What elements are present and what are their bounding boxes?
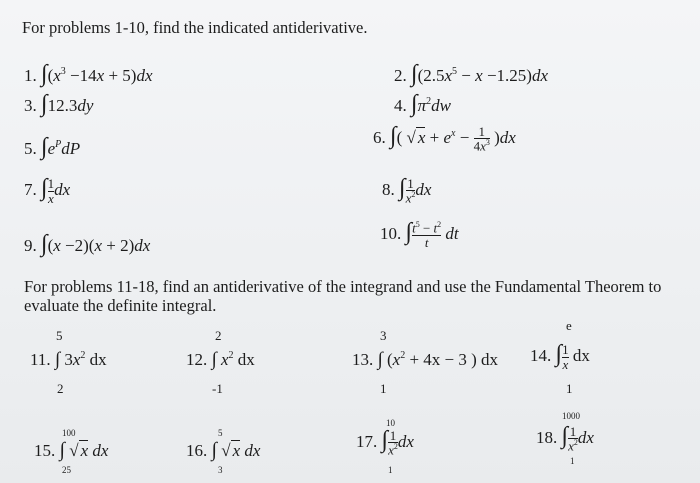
problem-12: 12. ∫ $x^2$ dx — [186, 349, 255, 370]
problem-9 — [24, 232, 150, 256]
lower-limit: 1 — [566, 381, 573, 396]
upper-limit: 3 — [380, 328, 387, 343]
problem-number: 16. — [186, 441, 208, 460]
upper-limit: 1000 — [562, 411, 580, 421]
problem-3 — [24, 92, 93, 116]
upper-limit: e — [566, 318, 572, 333]
problem-number: 7. — [24, 180, 37, 199]
problem-number: 1. — [24, 66, 37, 85]
problem-5 — [24, 135, 80, 159]
problem-expression: $\int(x^3 -14x + 5)dx$ — [41, 61, 153, 87]
integrand: $3x^2$ dx — [64, 350, 107, 369]
problem-16: 16. ∫ √ x dx — [186, 439, 261, 461]
problem-4 — [394, 92, 451, 116]
problem-number: 18. — [536, 428, 558, 447]
problem-number: 17. — [356, 432, 378, 451]
problem-8 — [382, 176, 431, 205]
lower-limit: 25 — [62, 465, 71, 475]
upper-limit: 5 — [56, 328, 63, 343]
upper-limit: 5 — [218, 428, 223, 438]
problem-expression: ∫ $\frac{1}{x}$ dx — [41, 175, 71, 206]
problem-number: 9. — [24, 236, 37, 255]
integrand: √ x dx — [69, 441, 109, 460]
problem-6 — [373, 124, 516, 153]
problem-number: 2. — [394, 66, 407, 85]
integrand: ($x^2 + 4x - 3$ ) dx — [386, 350, 499, 369]
problem-10 — [380, 220, 459, 249]
lower-limit: 3 — [218, 465, 223, 475]
problem-number: 15. — [34, 441, 56, 460]
problem-expression: $\int(2.5x^5 - x -1.25)dx$ — [411, 61, 548, 87]
upper-limit: 10 — [386, 418, 395, 428]
problem-number: 12. — [186, 350, 208, 369]
problem-11: 11. ∫ $3x^2$ dx — [30, 349, 107, 370]
problem-7 — [24, 176, 70, 205]
problem-expression: ∫ $\frac{1}{x^2}$ dx — [399, 175, 432, 206]
upper-limit: 100 — [62, 428, 76, 438]
problem-number: 11. — [30, 350, 51, 369]
problem-expression: $\int\pi^2dw$ — [411, 91, 451, 117]
lower-limit: 2 — [57, 381, 64, 396]
section2-heading-line2: evaluate the definite integral. — [24, 296, 217, 315]
problem-number: 4. — [394, 96, 407, 115]
lower-limit: -1 — [212, 381, 223, 396]
integrand: √ x dx — [221, 441, 261, 460]
problem-number: 10. — [380, 224, 402, 243]
problem-17: 17. ∫ $\frac{1}{x^2}$ dx — [356, 427, 414, 458]
problem-2 — [394, 62, 548, 86]
lower-limit: 1 — [570, 456, 575, 466]
problem-expression: ∫( √ $x + e^x$ − $\frac{1}{4x^3}$ )dx — [390, 123, 516, 154]
problem-13: 13. ∫ ($x^2 + 4x - 3$ ) dx — [352, 349, 499, 370]
problem-1 — [24, 62, 152, 86]
problem-number: 13. — [352, 350, 374, 369]
problem-expression: $\int e^PdP$ — [41, 134, 81, 160]
problem-14: 14. ∫ $\frac{1}{x}$ dx — [530, 341, 590, 372]
integrand: $x^2$ dx — [220, 350, 255, 369]
upper-limit: 2 — [215, 328, 222, 343]
problem-expression: ∫12.3dy — [41, 91, 94, 117]
section1-heading: For problems 1-10, find the indicated antiderivative. — [22, 18, 368, 37]
lower-limit: 1 — [380, 381, 387, 396]
problem-number: 14. — [530, 346, 552, 365]
problem-number: 3. — [24, 96, 37, 115]
problem-15: 15. ∫ √ x dx — [34, 439, 109, 461]
problem-number: 5. — [24, 139, 37, 158]
problem-number: 8. — [382, 180, 395, 199]
problem-expression: ∫(x −2)(x + 2)dx — [41, 231, 151, 257]
section2-heading-line1: For problems 11-18, find an antiderivative of the integrand and use the Fundamental Theorem to — [24, 277, 662, 296]
problem-18: 18. ∫ $\frac{1}{x^2}$ dx — [536, 423, 594, 454]
lower-limit: 1 — [388, 465, 393, 475]
problem-number: 6. — [373, 128, 386, 147]
problem-expression: ∫ $\frac{t^5 - t^2}{t}$ dt — [405, 219, 459, 250]
